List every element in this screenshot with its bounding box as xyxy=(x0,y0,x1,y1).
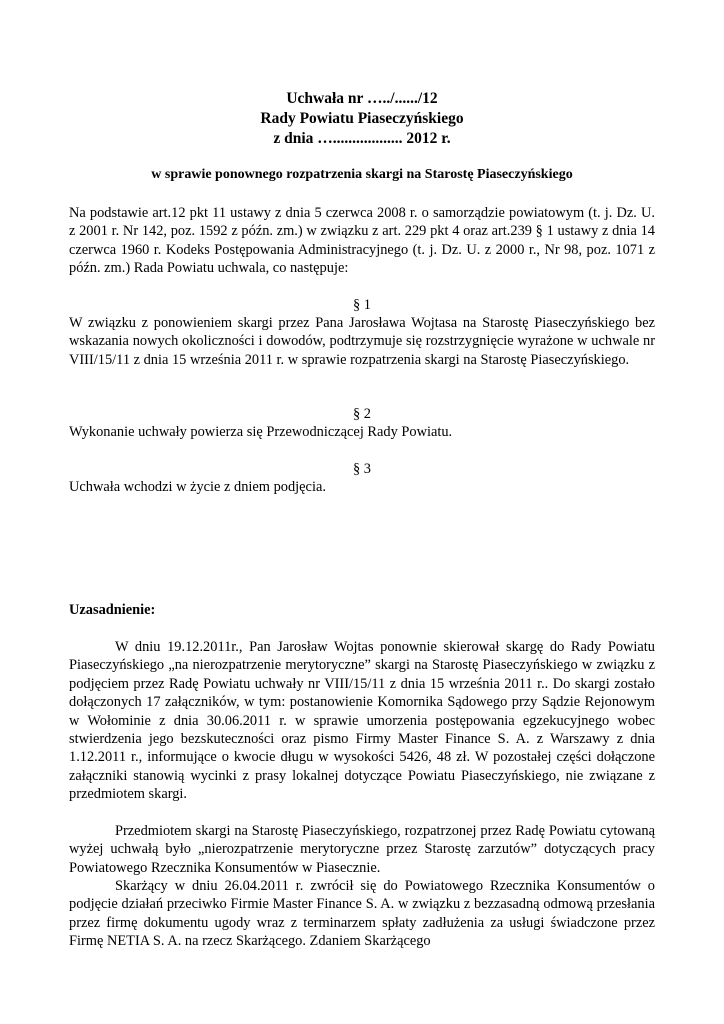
section-3-symbol: § 3 xyxy=(353,461,371,477)
justification-paragraph-2: Przedmiotem skargi na Starostę Piaseczyńskiego, rozpatrzonej przez Radę Powiatu cytowaną wyżej uchwałą było „nierozpatrzenie merytoryczne przez Starostę zarzutów” dotyczących pracy Powiatowego Rzecznika Konsumentów w Piasecznie. xyxy=(69,823,655,876)
resolution-title-number: Uchwała nr …../....../12 xyxy=(286,90,438,107)
section-3-text: Uchwała wchodzi w życie z dniem podjęcia. xyxy=(69,479,326,495)
justification-paragraph-1: W dniu 19.12.2011r., Pan Jarosław Wojtas ponownie skierował skargę do Rady Powiatu Piaseczyńskiego „na nierozpatrzenie merytoryczne” skargi na Starostę Piaseczyńskiego w związku z podjęciem przez Radę Powiatu uchwały nr VIII/15/11 z dnia 15 września 2011 r.. Do skargi zostało dołączonych 17 załączników, w tym: postanowienie Komornika Sądowego przy Sądzie Rejonowym w Wołominie z dnia 30.06.2011 r. w sprawie umorzenia postępowania egzekucyjnego wobec stwierdzenia jego bezskuteczności oraz pismo Firmy Master Finance S. A. z Warszawy z dnia 1.12.2011 r., informujące o kwocie długu w wysokości 5426, 48 zł. W pozostałej części dołączone załączniki stanowią wycinki z prasy lokalnej dotyczące Powiatu Piaseczyńskiego, nie związane z przedmiotem skargi. xyxy=(69,639,655,803)
section-1-text: W związku z ponowieniem skargi przez Pana Jarosława Wojtasa na Starostę Piaseczyńskiego bez wskazania nowych okoliczności i dowodów, podtrzymuje się rozstrzygnięcie wyrażone w uchwale nr VIII/15/11 z dnia 15 września 2011 r. w sprawie rozpatrzenia skargi na Starostę Piaseczyńskiego. xyxy=(69,315,655,368)
justification-paragraph-3: Skarżący w dniu 26.04.2011 r. zwrócił się do Powiatowego Rzecznika Konsumentów o podjęcie działań przeciwko Firmie Master Finance S. A. w związku z bezzasadną odmową przesłania przez firmę dokumentu ugody wraz z terminarzem spłaty zadłużenia za usługi świadczone przez Firmę NETIA S. A. na rzecz Skarżącego. Zdaniem Skarżącego xyxy=(69,878,655,950)
section-1-symbol: § 1 xyxy=(353,297,371,313)
resolution-title-date: z dnia ….................. 2012 r. xyxy=(273,130,451,147)
resolution-subject: w sprawie ponownego rozpatrzenia skargi na Starostę Piaseczyńskiego xyxy=(151,167,573,182)
resolution-title-council: Rady Powiatu Piaseczyńskiego xyxy=(260,110,464,127)
section-2-symbol: § 2 xyxy=(353,406,371,422)
section-2-text: Wykonanie uchwały powierza się Przewodniczącej Rady Powiatu. xyxy=(69,424,453,440)
justification-heading: Uzasadnienie: xyxy=(69,602,156,618)
preamble-paragraph: Na podstawie art.12 pkt 11 ustawy z dnia 5 czerwca 2008 r. o samorządzie powiatowym (t. j. Dz. U. z 2001 r. Nr 142, poz. 1592 z późn. zm.) w związku z art. 229 pkt 4 oraz art.239 § 1 ustawy z dnia 14 czerwca 1960 r. Kodeks Postępowania Administracyjnego (t. j. Dz. U. z 2000 r., Nr 98, poz. 1071 z późn. zm.) Rada Powiatu uchwala, co następuje: xyxy=(69,205,655,277)
